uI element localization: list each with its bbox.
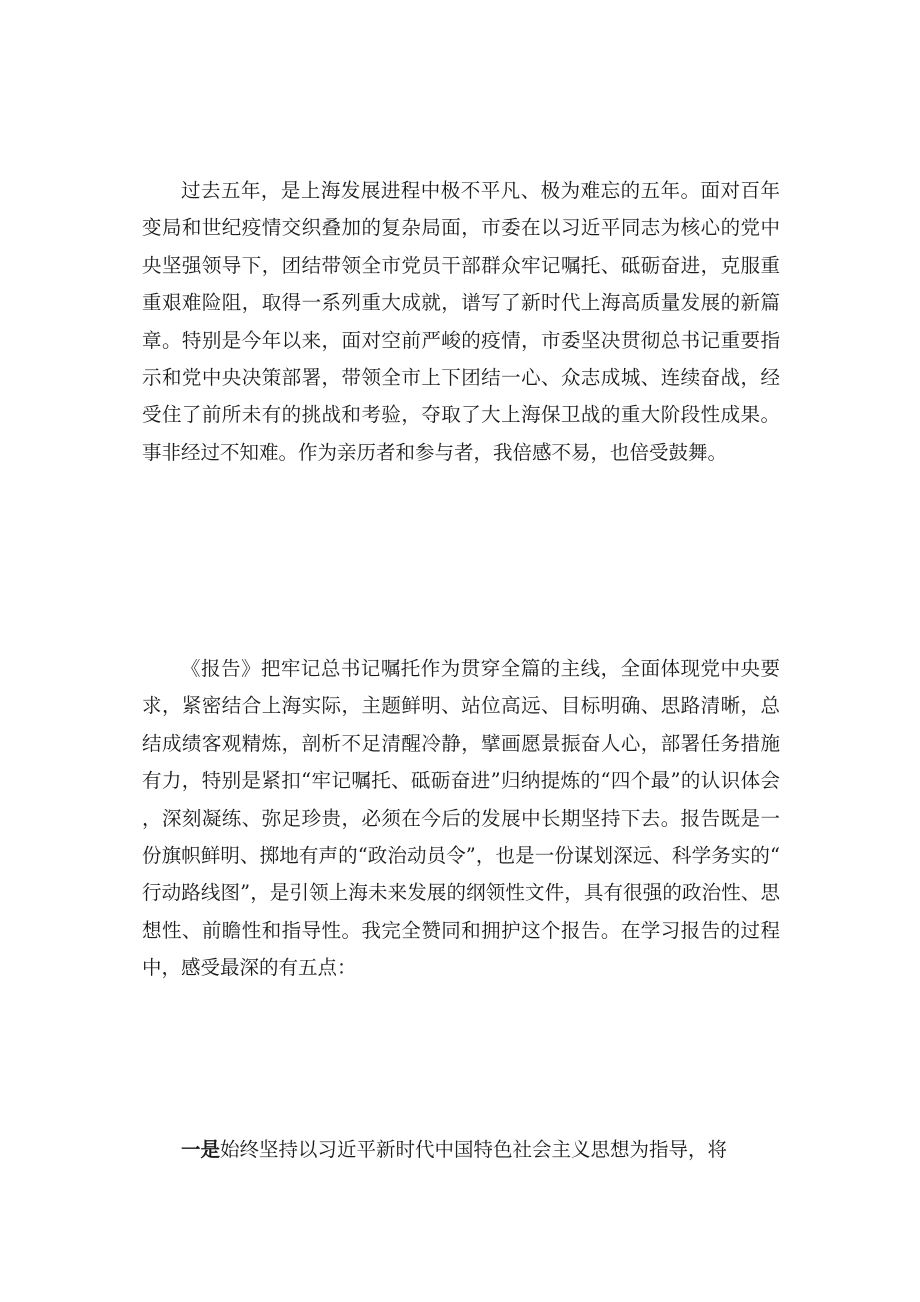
paragraph-3-text: [142, 1131, 780, 1168]
paragraph-2: [142, 650, 780, 987]
paragraph-1: [142, 172, 780, 471]
paragraph-2-text: 《报告》把牢记总书记嘱托作为贯穿全篇的主线，全面体现党中央要求，紧密结合上海实际，主题鲜明、站位高远、目标明确、思路清晰，总结成绩客观精炼，剖析不足清醒冷静，擘画愿景振奋人心，部署任务措施有力，特别是紧扣“牢记嘱托、砥砺奋进”归纳提炼的“四个最”的认识体会，深刻凝练、弥足珍贵，必须在今后的发展中长期坚持下去。报告既是一份旗帜鲜明、掷地有声的“政治动员令”，也是一份谋划深远、科学务实的“行动路线图”，是引领上海未来发展的纲领性文件，具有很强的政治性、思想性、前瞻性和指导性。我完全赞同和拥护这个报告。在学习报告的过程中，感受最深的有五点：: [142, 657, 780, 980]
paragraph-1-text: 过去五年，是上海发展进程中极不平凡、极为难忘的五年。面对百年变局和世纪疫情交织叠加的复杂局面，市委在以习近平同志为核心的党中央坚强领导下，团结带领全市党员干部群众牢记嘱托、砥砺奋进，克服重重艰难险阻，取得一系列重大成就，谱写了新时代上海高质量发展的新篇章。特别是今年以来，面对空前严峻的疫情，市委坚决贯彻总书记重要指示和党中央决策部署，带领全市上下团结一心、众志成城、连续奋战，经受住了前所未有的挑战和考验，夺取了大上海保卫战的重大阶段性成果。事非经过不知难。作为亲历者和参与者，我倍感不易，也倍受鼓舞。: [142, 179, 780, 464]
paragraph-3-lead: 一是: [181, 1138, 221, 1161]
paragraph-3-body: 始终坚持以习近平新时代中国特色社会主义思想为指导，将: [220, 1138, 728, 1161]
paragraph-3: [142, 1131, 780, 1168]
